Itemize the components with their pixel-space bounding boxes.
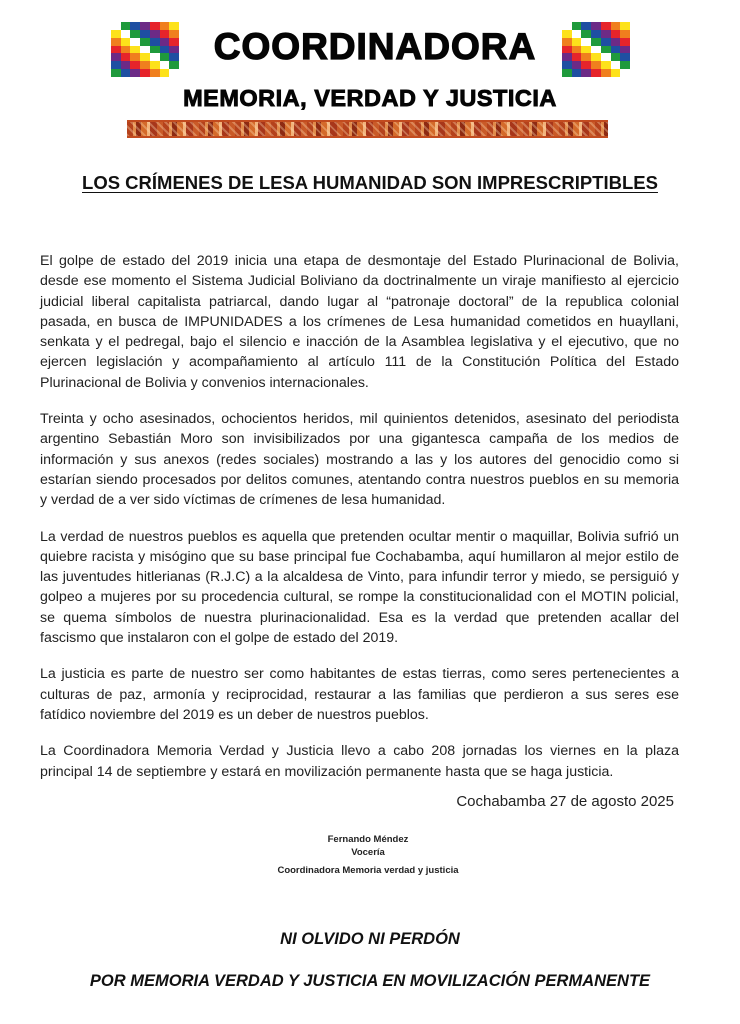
paragraph: La Coordinadora Memoria Verdad y Justicia llevo a cabo 208 jornadas los viernes en la plaza principal 14 de septiembre y estará en movilización permanente hasta que se haga justicia. (40, 743, 679, 780)
signer-name: Fernando Méndez (327, 834, 409, 845)
document-title: LOS CRÍMENES DE LESA HUMANIDAD SON IMPRESCRIPTIBLES (82, 172, 658, 193)
textile-band-decoration (127, 120, 608, 138)
place-date: Cochabamba 27 de agosto 2025 (456, 793, 674, 810)
brand-subtitle: MEMORIA, VERDAD Y JUSTICIA (183, 85, 557, 111)
paragraph: Treinta y ocho asesinados, ochocientos heridos, mil quinientos detenidos, asesinato del periodista argentino Sebastián Moro son invisibilizados por una gigantesca campaña de los medios de información y sus anexos (redes sociales) mostrando a las y los autores del genocidio como si estarían siendo procesados por delitos comunes, atentando contra nuestros pueblos en su memoria y verdad de a ver sido víctimas de crímenes de lesa humanidad. (40, 411, 679, 509)
document-body (40, 251, 679, 798)
signer-organization: Coordinadora Memoria verdad y justicia (277, 865, 459, 876)
paragraph: El golpe de estado del 2019 inicia una etapa de desmontaje del Estado Plurinacional de Bolivia, desde ese momento el Sistema Judicial Boliviano da doctrinalmente un viraje manifiesto al ejercicio judicial liberal capitalista patriarcal, dando lugar al “patronaje doctoral” de la republica colonial pasada, en busca de IMPUNIDADES a los crímenes de Lesa humanidad cometidos en huayllani, senkata y el pedregal, bajo el silencio e inacción de la Asamblea legislativa y el ejecutivo, que no ejercen legislación y acompañamiento al artículo 111 de la Constitución Política del Estado Plurinacional de Bolivia y convenios internacionales. (40, 253, 679, 391)
signer-role: Vocería (351, 846, 385, 858)
wiphala-flag-icon (562, 22, 630, 77)
paragraph: La justicia es parte de nuestro ser como habitantes de estas tierras, como seres pertenecientes a culturas de paz, armonía y reciprocidad, restaurar a las familias que perdieron a sus seres ese fatídico noviembre del 2019 es un deber de nuestros pueblos. (40, 666, 679, 723)
slogan-movilizacion: POR MEMORIA VERDAD Y JUSTICIA EN MOVILIZACIÓN PERMANENTE (89, 972, 651, 990)
signature-block (250, 834, 486, 878)
brand-title: COORDINADORA (213, 26, 537, 67)
wiphala-flag-icon (111, 22, 179, 77)
paragraph: La verdad de nuestros pueblos es aquella que pretenden ocultar mentir o maquillar, Bolivia sufrió un quiebre racista y misógino que su base principal fue Cochabamba, aquí humillaron al mejor estilo de las juventudes hitlerianas (R.J.C) a la alcaldesa de Vinto, para infundir terror y miedo, se persiguió y golpeo a mujeres por su procedencia cultural, se rompe la constitucionalidad con el MOTIN policial, se quema símbolos de nuestra plurinacionalidad. Esa es la verdad que pretenden acallar del fascismo que instalaron con el golpe de estado del 2019. (40, 528, 679, 647)
slogan-ni-olvido: NI OLVIDO NI PERDÓN (280, 930, 460, 948)
letterhead (0, 0, 740, 145)
